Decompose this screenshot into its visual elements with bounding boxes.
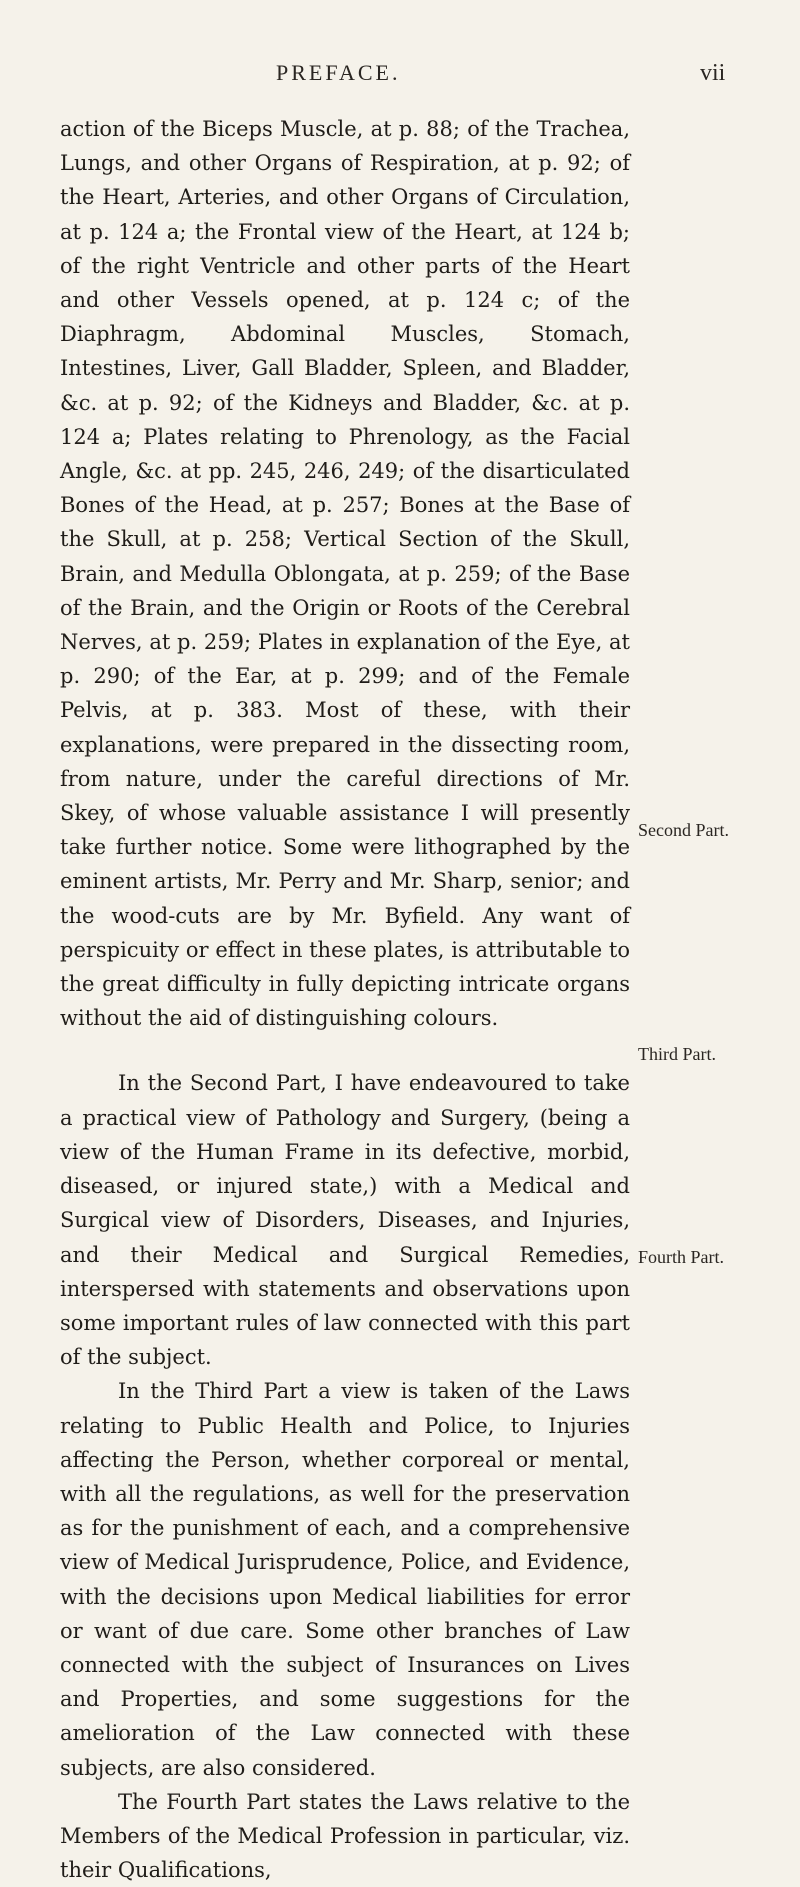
paragraph-second-part: In the Second Part, I have endeavoured to take a practical view of Pathology and Surgery, (being a view of the Human Frame in its defective, morbid, diseased, or injured state,) with a Medical and Surgical view of Disorders, Diseases, and Injuries, and their Medical and Surgical Remedies, interspersed with statements and observations upon some important rules of law connected with this part of the subject.	[60, 1071, 630, 1370]
page-number: vii	[700, 60, 726, 86]
paragraph-plates: action of the Biceps Muscle, at p. 88; of the Trachea, Lungs, and other Organs of Respiration, at p. 92; of the Heart, Arteries, and other Organs of Circulation, at p. 124 a; the Frontal view of the Heart, at 124 b; of the right Ventricle and other parts of the Heart and other Vessels opened, at p. 124 c; of the Diaphragm, Abdominal Muscles, Stomach, Intestines, Liver, Gall Bladder, Spleen, and Bladder, &c. at p. 92; of the Kidneys and Bladder, &c. at p. 124 a; Plates relating to Phrenology, as the Facial Angle, &c. at pp. 245, 246, 249; of the disarticulated Bones of the Head, at p. 257; Bones at the Base of the Skull, at p. 258; Vertical Section of the Skull, Brain, and Medulla Oblongata, at p. 259; of the Base of the Brain, and the Origin or Roots of the Cerebral Nerves, at p. 259; Plates in explanation of the Eye, at p. 290; of the Ear, at p. 299; and of the Female Pelvis, at p. 383. Most of these, with their explanations, were prepared in the dissecting room, from nature, under the careful directions of Mr. Skey, of whose valuable assistance I will presently take further notice. Some were lithographed by the eminent artists, Mr. Perry and Mr. Sharp, senior; and the wood-cuts are by Mr. Byfield. Any want of perspicuity or effect in these plates, is attributable to the great difficulty in fully depicting intricate organs without the aid of distinguishing colours.	[60, 117, 630, 1031]
body-text	[60, 112, 630, 1887]
margin-note-second-part: Second Part.	[638, 820, 729, 840]
paragraph-fourth-part: The Fourth Part states the Laws relative to the Members of the Medical Profession in particular, viz. their Qualifications,	[60, 1789, 630, 1883]
running-title: PREFACE.	[276, 60, 401, 85]
margin-note-third-part: Third Part.	[638, 1044, 716, 1064]
running-head	[0, 60, 800, 100]
margin-note-fourth-part: Fourth Part.	[638, 1247, 725, 1267]
paragraph-third-part: In the Third Part a view is taken of the Laws relating to Public Health and Police, to Injuries affecting the Person, whether corporeal or mental, with all the regulations, as well for the preservation as for the punishment of each, and a comprehensive view of Medical Jurisprudence, Police, and Evidence, with the decisions upon Medical liabilities for error or want of due care. Some other branches of Law connected with the subject of Insurances on Lives and Properties, and some suggestions for the amelioration of the Law connected with these subjects, are also considered.	[60, 1379, 630, 1780]
